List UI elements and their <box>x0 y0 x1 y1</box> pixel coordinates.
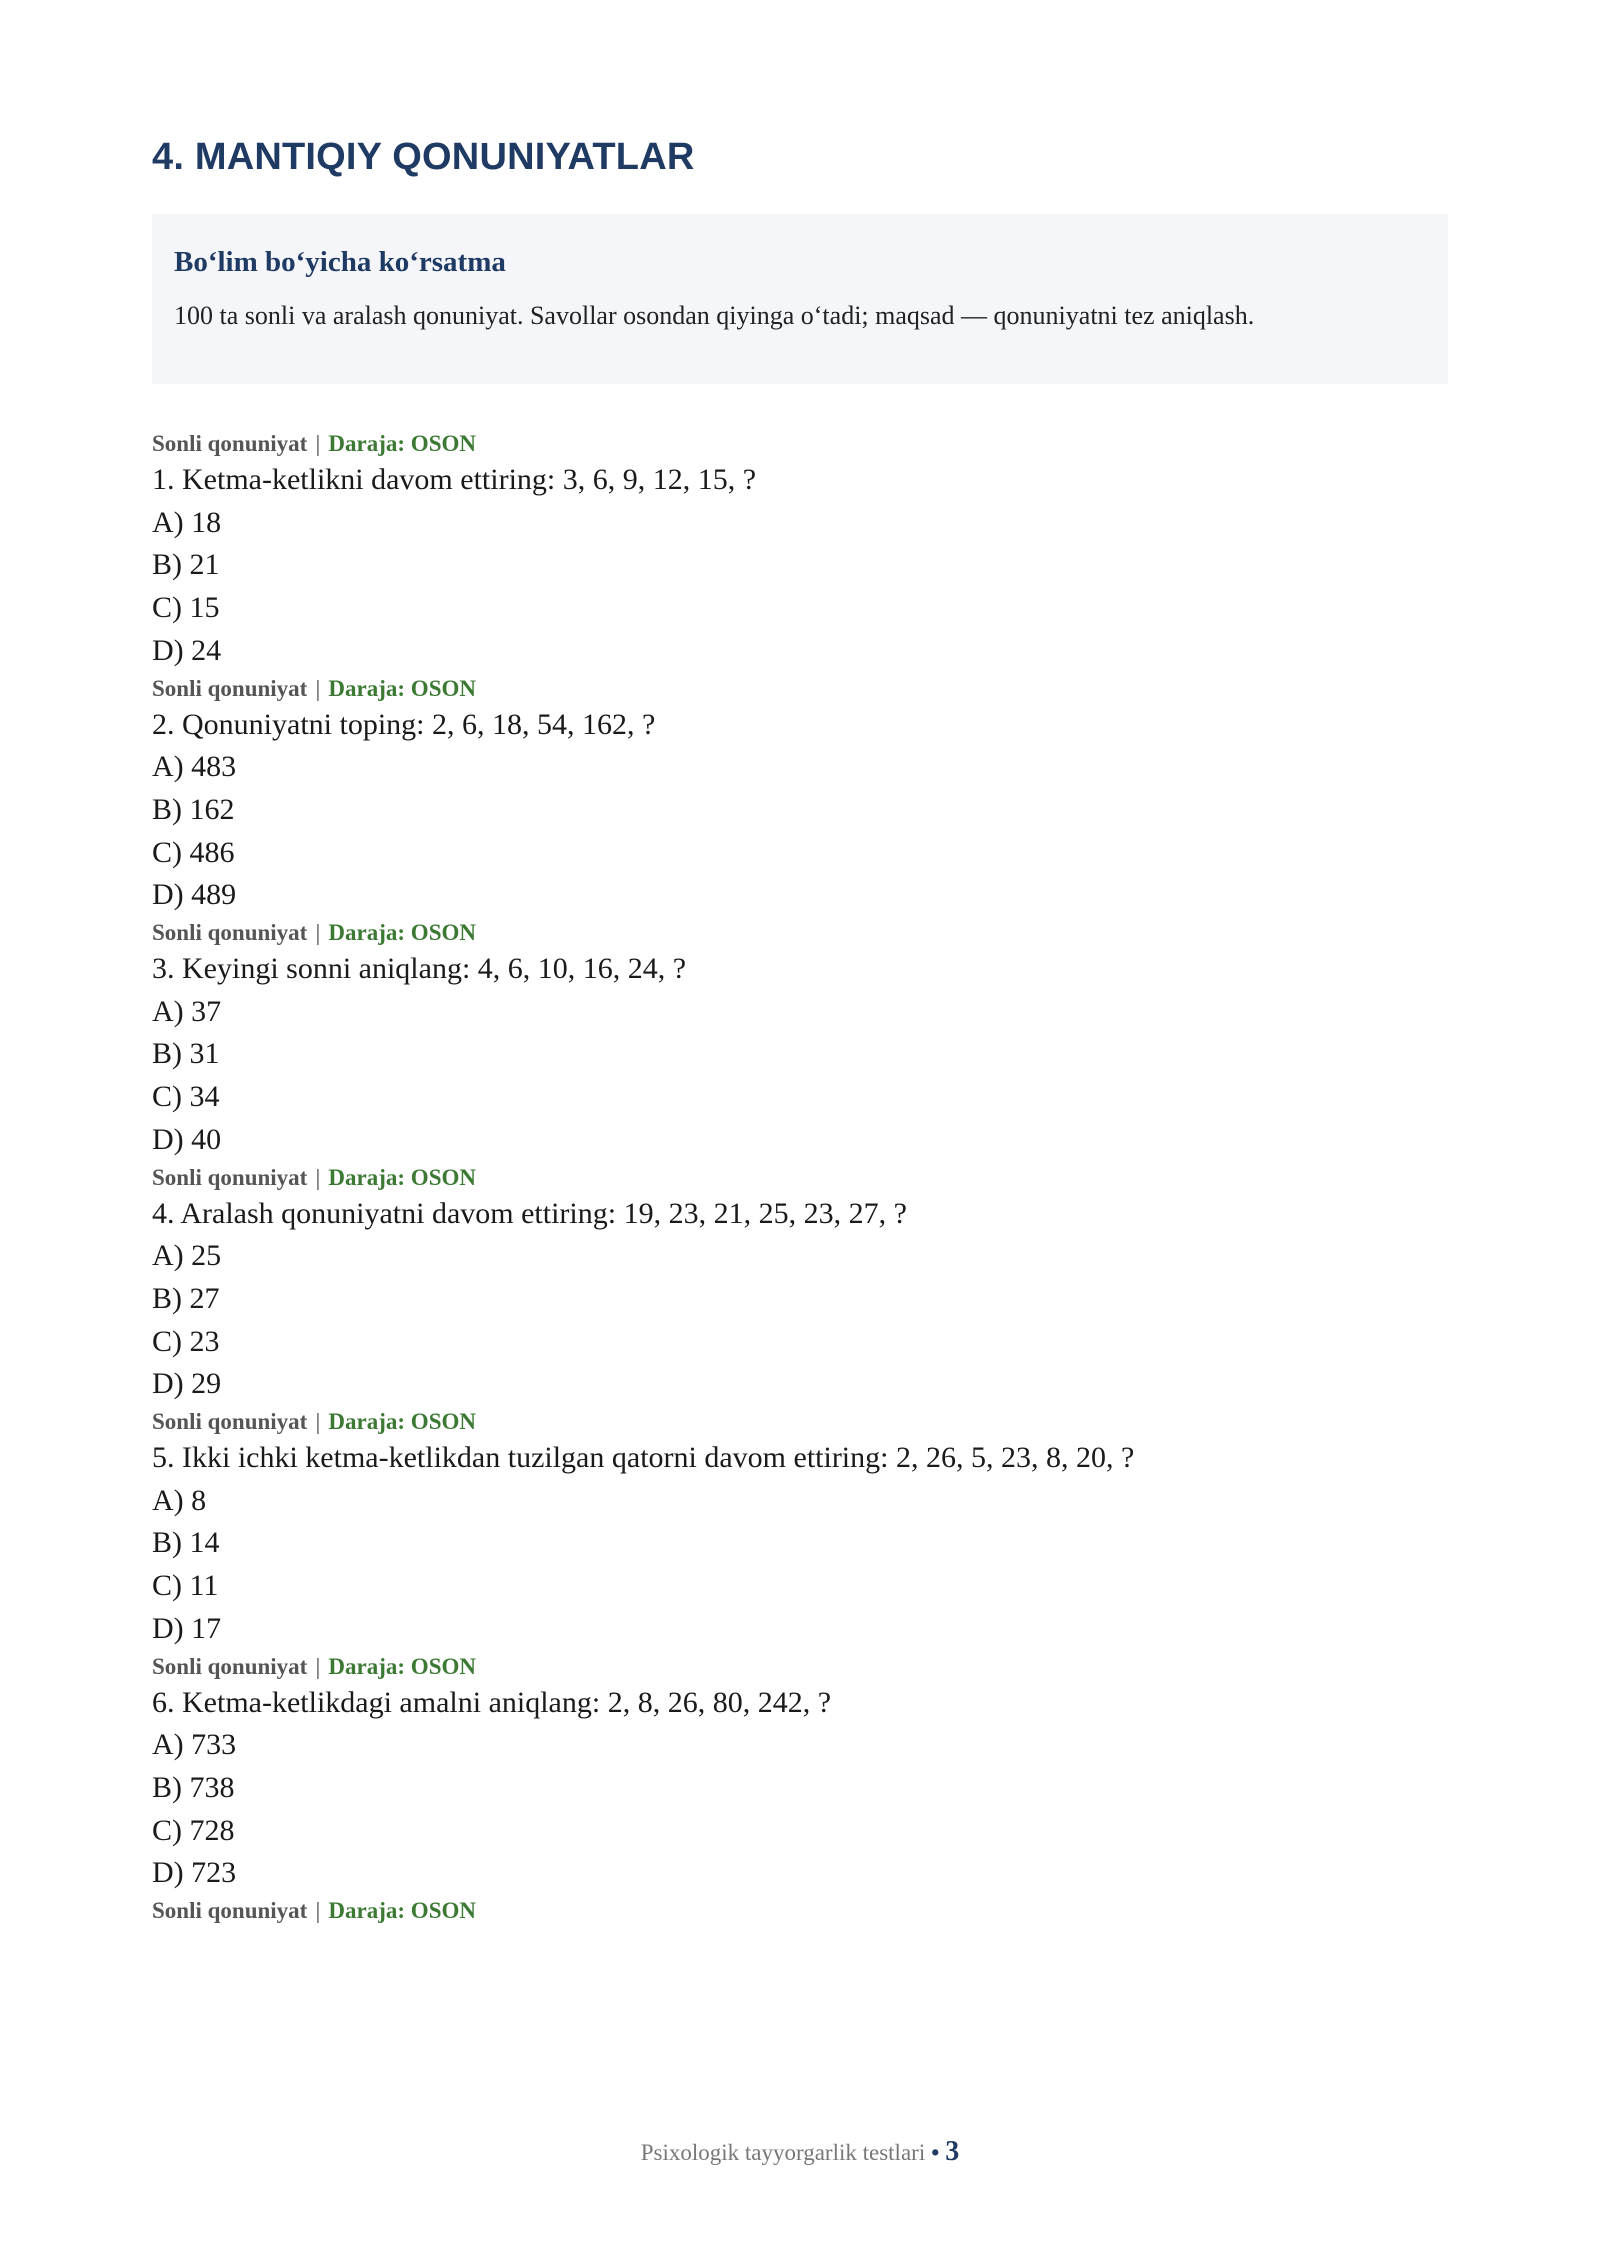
meta-level: Daraja: OSON <box>328 1898 476 1924</box>
question-meta <box>152 673 1448 704</box>
question-text: 6. Ketma-ketlikdagi amalni aniqlang: 2, 8, 26, 80, 242, ? <box>152 1685 832 1719</box>
meta-separator: | <box>315 675 321 701</box>
answer-option: C) 15 <box>152 591 220 625</box>
question-text: 5. Ikki ichki ketma-ketlikdan tuzilgan qatorni davom ettiring: 2, 26, 5, 23, 8, 20, ? <box>152 1441 1135 1475</box>
answer-option: D) 17 <box>152 1611 222 1645</box>
answer-option: C) 34 <box>152 1080 220 1114</box>
meta-category: Sonli qonuniyat <box>152 920 308 946</box>
meta-category: Sonli qonuniyat <box>152 1409 308 1435</box>
answer-option: D) 29 <box>152 1367 222 1401</box>
meta-category: Sonli qonuniyat <box>152 1898 308 1924</box>
meta-level: Daraja: OSON <box>328 431 476 456</box>
question-meta <box>152 1406 1448 1437</box>
answer-option: D) 24 <box>152 633 222 667</box>
meta-level: Daraja: OSON <box>328 1409 476 1435</box>
meta-level: Daraja: OSON <box>328 920 476 946</box>
question-text: 2. Qonuniyatni toping: 2, 6, 18, 54, 162, ? <box>152 707 656 741</box>
meta-separator: | <box>315 920 321 946</box>
meta-category: Sonli qonuniyat <box>152 431 308 456</box>
question-text: 1. Ketma-ketlikni davom ettiring: 3, 6, 9, 12, 15, ? <box>152 463 757 496</box>
meta-separator: | <box>315 1653 321 1679</box>
answer-option: A) 8 <box>152 1483 207 1517</box>
note-text: 100 ta sonli va aralash qonuniyat. Savollar osondan qiyinga o‘tadi; maqsad — qonuniyatni tez aniqlash. <box>174 301 1255 330</box>
meta-separator: | <box>315 1164 321 1190</box>
meta-separator: | <box>315 431 321 456</box>
footer-text: Psixologik tayyorgarlik testlari <box>640 2140 926 2165</box>
meta-category: Sonli qonuniyat <box>152 1164 308 1190</box>
answer-option: B) 162 <box>152 792 235 826</box>
meta-separator: | <box>315 1898 321 1924</box>
answer-option: B) 21 <box>152 548 220 582</box>
page-number: 3 <box>945 2136 960 2167</box>
question-text: 3. Keyingi sonni aniqlang: 4, 6, 10, 16, 24, ? <box>152 952 687 986</box>
answer-option: A) 37 <box>152 994 222 1028</box>
note-title: Bo‘lim bo‘yicha ko‘rsatma <box>174 246 506 278</box>
meta-category: Sonli qonuniyat <box>152 675 308 701</box>
answer-option: B) 14 <box>152 1526 220 1560</box>
meta-level: Daraja: OSON <box>328 675 476 701</box>
answer-option: A) 483 <box>152 750 237 784</box>
answer-option: D) 40 <box>152 1122 222 1156</box>
question-meta <box>152 1162 1448 1193</box>
answer-option: B) 738 <box>152 1770 235 1804</box>
meta-separator: | <box>315 1409 321 1435</box>
answer-option: C) 728 <box>152 1813 235 1847</box>
meta-level: Daraja: OSON <box>328 1164 476 1190</box>
answer-option: C) 23 <box>152 1324 220 1358</box>
answer-option: D) 489 <box>152 878 237 912</box>
meta-level: Daraja: OSON <box>328 1653 476 1679</box>
question-meta <box>152 1895 1448 1926</box>
question-text: 4. Aralash qonuniyatni davom ettiring: 19, 23, 21, 25, 23, 27, ? <box>152 1196 907 1230</box>
answer-option: A) 25 <box>152 1239 222 1273</box>
answer-option: B) 27 <box>152 1281 220 1315</box>
question-meta <box>152 1651 1448 1682</box>
page-footer <box>0 2136 1600 2168</box>
answer-option: A) 733 <box>152 1728 237 1762</box>
answer-option: B) 31 <box>152 1037 220 1071</box>
section-note-box <box>152 214 1448 384</box>
answer-option: C) 11 <box>152 1569 219 1603</box>
question-meta <box>152 428 1448 459</box>
answer-option: A) 18 <box>152 505 222 539</box>
question-meta <box>152 917 1448 948</box>
footer-bullet: • <box>931 2140 940 2165</box>
question-list <box>152 428 1448 1926</box>
answer-option: D) 723 <box>152 1856 237 1890</box>
meta-category: Sonli qonuniyat <box>152 1653 308 1679</box>
answer-option: C) 486 <box>152 835 235 869</box>
section-title: 4. MANTIQIY QONUNIYATLAR <box>152 136 695 178</box>
